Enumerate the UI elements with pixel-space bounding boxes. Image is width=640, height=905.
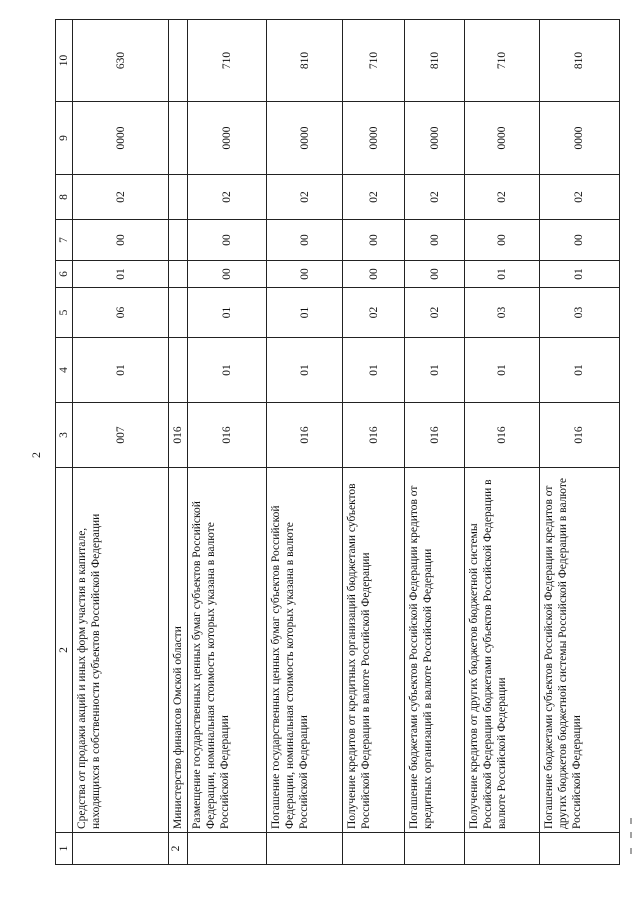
code-cell: 0000 (73, 102, 169, 175)
code-cell: 01 (188, 338, 267, 403)
row-number (464, 833, 539, 865)
admin-code: 016 (188, 403, 267, 468)
header-cell: 8 (56, 175, 73, 220)
code-cell (169, 20, 188, 102)
row-description: Погашение государственных ценных бумаг субъектов Российской Федерации, номинальная стоимость которых указана в валюте Российской Федерации (267, 468, 343, 833)
code-cell: 01 (267, 288, 343, 338)
header-cell: 2 (56, 468, 73, 833)
code-cell: 00 (267, 220, 343, 261)
admin-code: 016 (343, 403, 405, 468)
code-cell: 06 (73, 288, 169, 338)
code-cell: 02 (539, 175, 619, 220)
budget-classification-table (55, 19, 620, 865)
code-cell: 01 (73, 261, 169, 288)
code-cell: 0000 (188, 102, 267, 175)
header-cell: 1 (56, 833, 73, 865)
header-cell: 9 (56, 102, 73, 175)
code-cell: 01 (188, 288, 267, 338)
header-cell: 7 (56, 220, 73, 261)
row-number (539, 833, 619, 865)
code-cell: 01 (73, 338, 169, 403)
row-number (73, 833, 169, 865)
scan-artifact (630, 818, 632, 824)
header-cell: 10 (56, 20, 73, 102)
table-row (267, 20, 343, 865)
code-cell (169, 220, 188, 261)
code-cell: 0000 (405, 102, 465, 175)
code-cell (169, 338, 188, 403)
admin-code: 016 (169, 403, 188, 468)
code-cell: 01 (539, 261, 619, 288)
code-cell: 02 (188, 175, 267, 220)
code-cell: 03 (539, 288, 619, 338)
page-number: 2 (28, 452, 43, 458)
code-cell: 00 (464, 220, 539, 261)
code-cell: 02 (405, 288, 465, 338)
header-cell: 3 (56, 403, 73, 468)
code-cell: 00 (405, 220, 465, 261)
table-row (343, 20, 405, 865)
code-cell: 710 (188, 20, 267, 102)
code-cell: 01 (343, 338, 405, 403)
scan-artifact (630, 848, 632, 854)
code-cell: 00 (539, 220, 619, 261)
code-cell: 810 (539, 20, 619, 102)
code-cell: 0000 (267, 102, 343, 175)
code-cell: 02 (267, 175, 343, 220)
code-cell: 810 (405, 20, 465, 102)
header-cell: 6 (56, 261, 73, 288)
code-cell (169, 175, 188, 220)
row-number (343, 833, 405, 865)
admin-code: 007 (73, 403, 169, 468)
code-cell (169, 288, 188, 338)
header-row (56, 20, 73, 865)
row-description: Получение кредитов от других бюджетов бюджетной системы Российской Федерации бюджетами субъектов Российской Федерации в валюте Российской Федерации (464, 468, 539, 833)
code-cell: 03 (464, 288, 539, 338)
row-number: 2 (169, 833, 188, 865)
code-cell: 01 (539, 338, 619, 403)
code-cell: 02 (343, 288, 405, 338)
code-cell: 01 (464, 338, 539, 403)
code-cell: 00 (73, 220, 169, 261)
code-cell: 02 (73, 175, 169, 220)
admin-code: 016 (405, 403, 465, 468)
admin-code: 016 (267, 403, 343, 468)
code-cell: 630 (73, 20, 169, 102)
row-number (267, 833, 343, 865)
scan-artifact (630, 832, 632, 838)
row-number (405, 833, 465, 865)
code-cell: 0000 (464, 102, 539, 175)
row-description: Размещение государственных ценных бумаг субъектов Российской Федерации, номинальная стоимость которых указана в валюте Российской Федерации (188, 468, 267, 833)
code-cell: 02 (464, 175, 539, 220)
code-cell: 00 (188, 261, 267, 288)
code-cell: 00 (405, 261, 465, 288)
code-cell: 00 (343, 220, 405, 261)
row-description: Средства от продажи акций и иных форм участия в капитале, находящихся в собственности субъектов Российской Федерации (73, 468, 169, 833)
code-cell: 0000 (343, 102, 405, 175)
row-description: Министерство финансов Омской области (169, 468, 188, 833)
header-cell: 4 (56, 338, 73, 403)
code-cell: 02 (405, 175, 465, 220)
code-cell: 01 (464, 261, 539, 288)
row-description: Получение кредитов от кредитных организаций бюджетами субъектов Российской Федерации в валюте Российской Федерации (343, 468, 405, 833)
code-cell: 00 (188, 220, 267, 261)
code-cell: 710 (464, 20, 539, 102)
row-description: Погашение бюджетами субъектов Российской Федерации кредитов от кредитных организаций в валюте Российской Федерации (405, 468, 465, 833)
code-cell: 00 (267, 261, 343, 288)
table-row (539, 20, 619, 865)
row-description: Погашение бюджетами субъектов Российской Федерации кредитов от других бюджетов бюджетной системы Российской Федерации в валюте Российской Федерации (539, 468, 619, 833)
admin-code: 016 (464, 403, 539, 468)
code-cell (169, 261, 188, 288)
header-cell: 5 (56, 288, 73, 338)
table-row (464, 20, 539, 865)
code-cell: 710 (343, 20, 405, 102)
code-cell: 810 (267, 20, 343, 102)
table-row (188, 20, 267, 865)
code-cell: 02 (343, 175, 405, 220)
code-cell: 01 (267, 338, 343, 403)
table-row (405, 20, 465, 865)
admin-code: 016 (539, 403, 619, 468)
code-cell (169, 102, 188, 175)
code-cell: 01 (405, 338, 465, 403)
code-cell: 00 (343, 261, 405, 288)
row-number (188, 833, 267, 865)
code-cell: 0000 (539, 102, 619, 175)
table-row (73, 20, 169, 865)
table-row (169, 20, 188, 865)
rotated-table-wrapper (55, 20, 620, 865)
